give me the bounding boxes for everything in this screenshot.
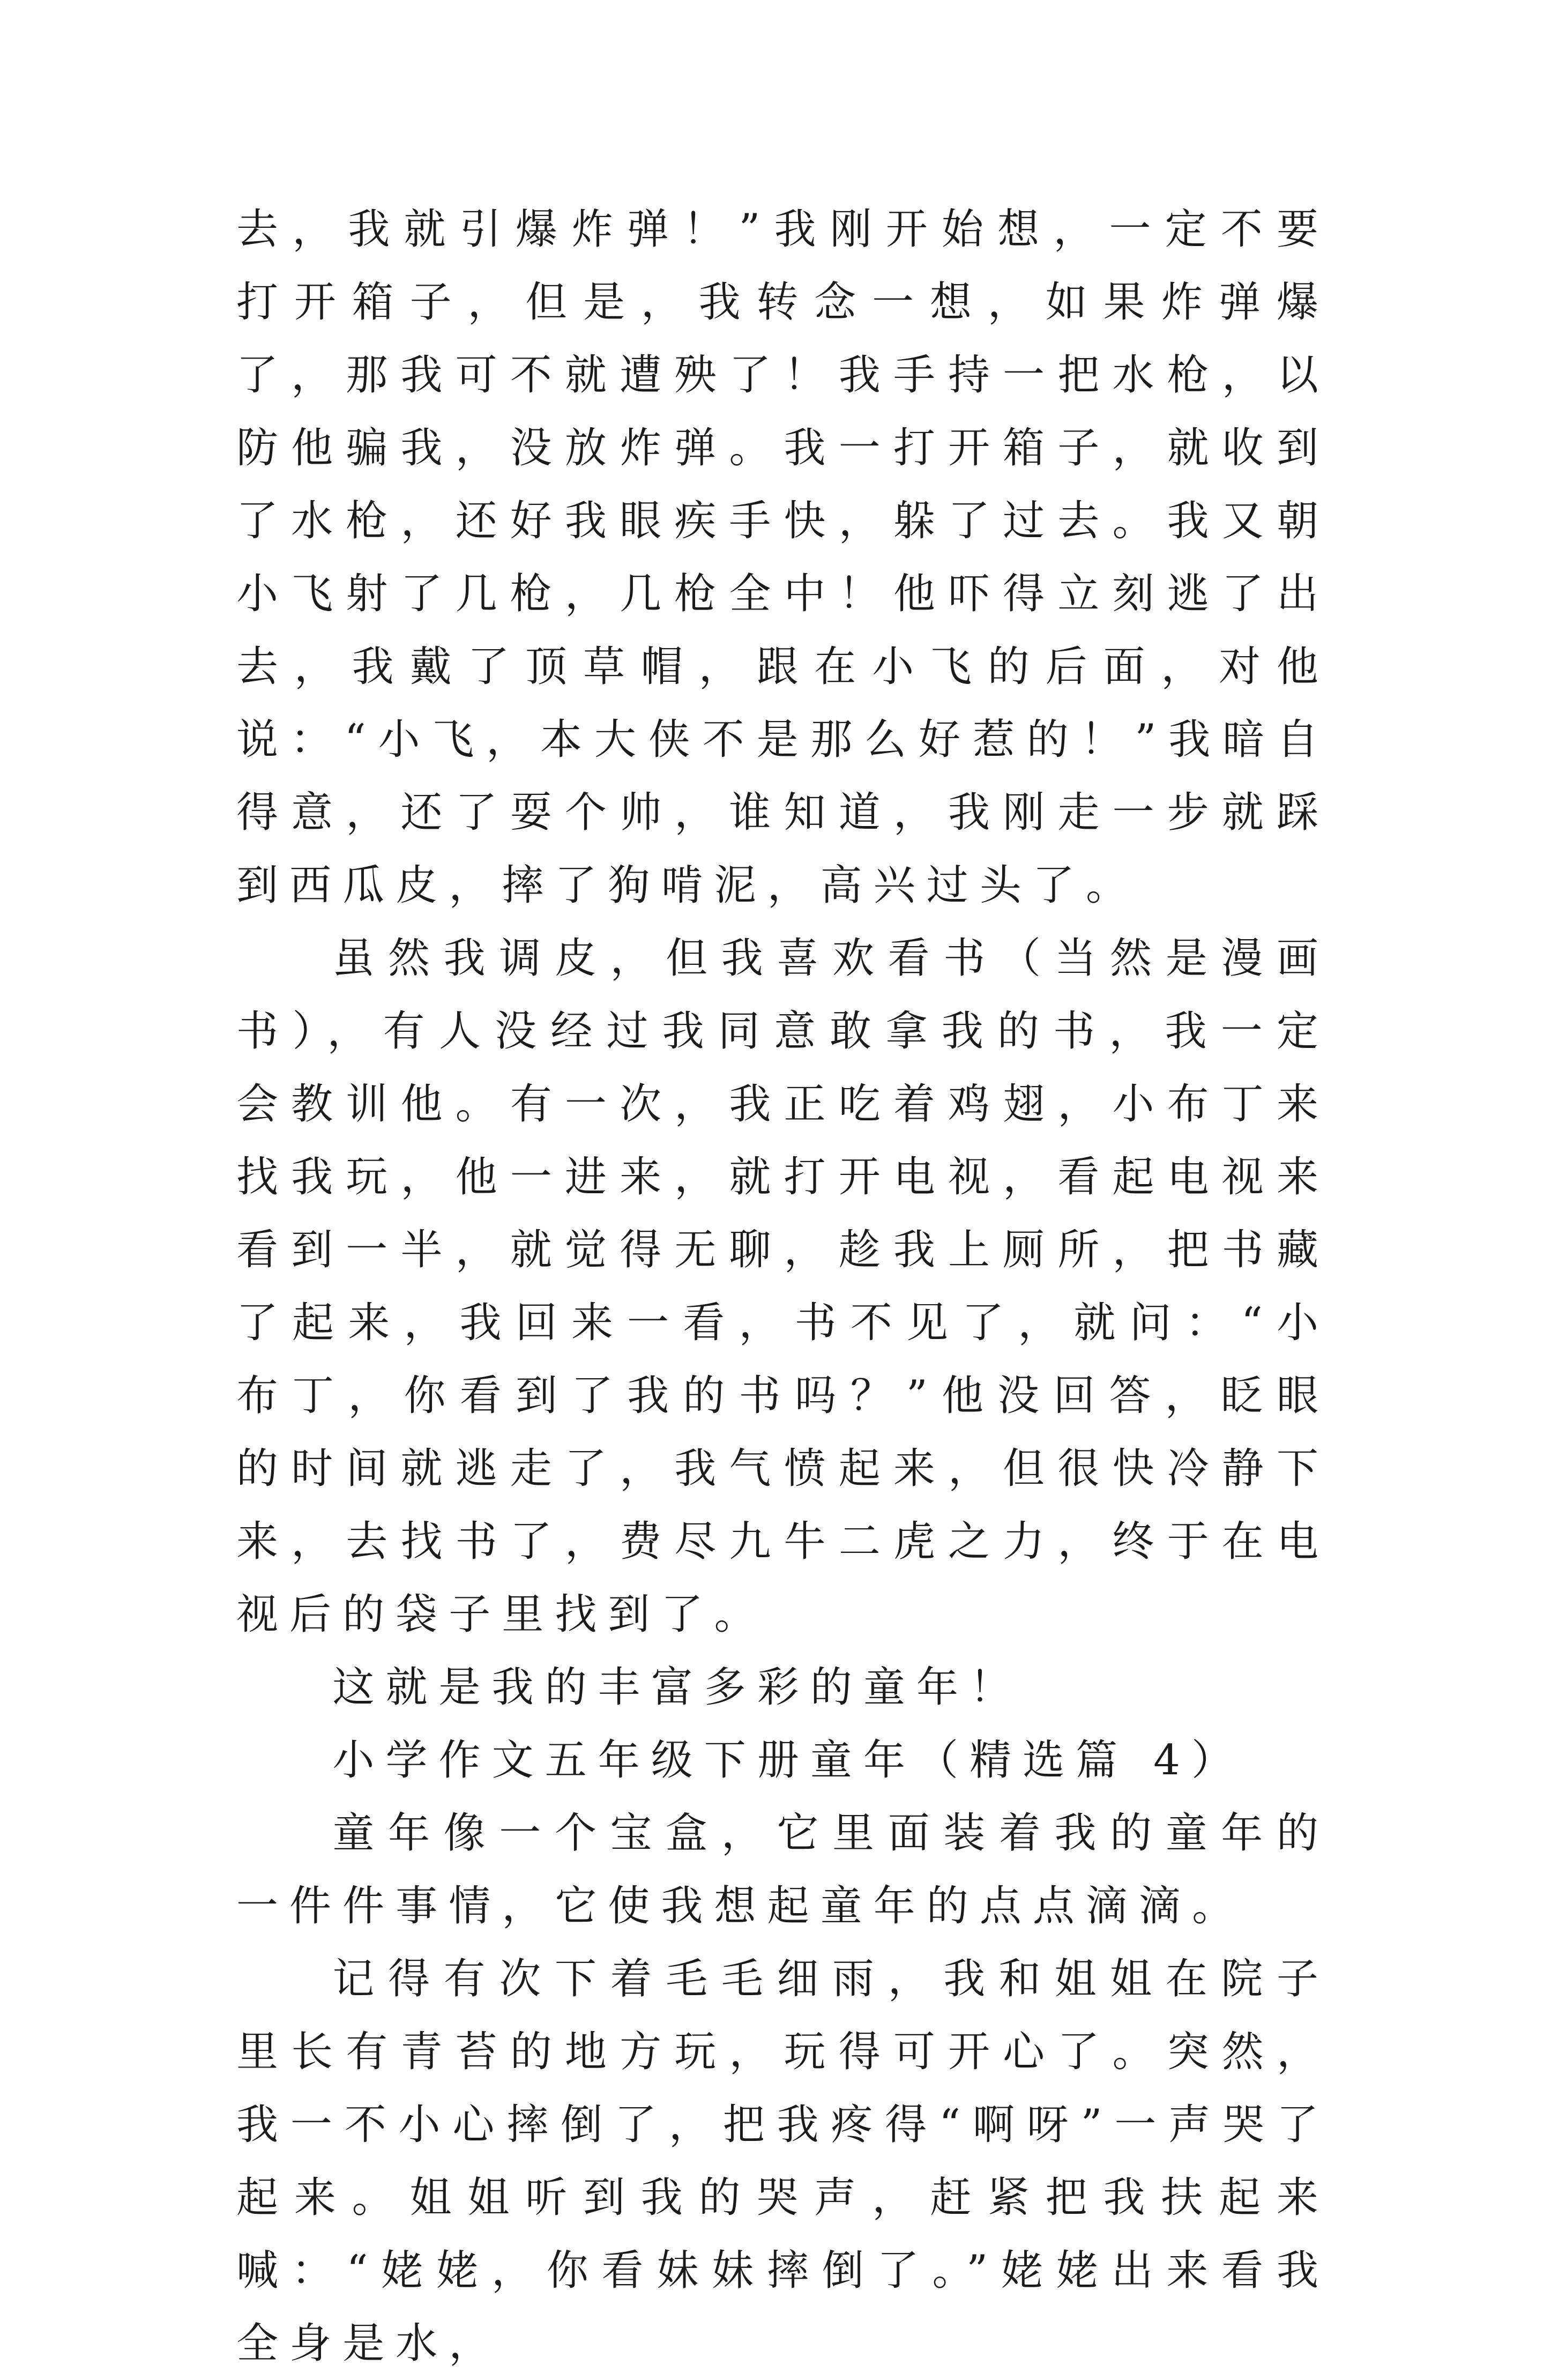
paragraph-reading-books: 虽然我调皮，但我喜欢看书（当然是漫画书），有人没经过我同意敢拿我的书，我一定会教训他。有一次，我正吃着鸡翅，小布丁来找我玩，他一进来，就打开电视，看起电视来看到一半，就觉得无聊，趁我上厕所，把书藏了起来，我回来一看，书不见了，就问：“小布丁，你看到了我的书吗？”他没回答，眨眼的时间就逃走了，我气愤起来，但很快冷静下来，去找书了，费尽九牛二虎之力，终于在电视后的袋子里找到了。 <box>236 934 1330 1639</box>
paragraph-treasure-box: 童年像一个宝盒，它里面装着我的童年的一件件事情，它使我想起童年的点点滴滴。 <box>236 1809 1330 1930</box>
document-body <box>236 193 1330 2380</box>
paragraph-conclusion: 这就是我的丰富多彩的童年！ <box>332 1663 1023 1712</box>
paragraph-rainy-day: 记得有次下着毛毛细雨，我和姐姐在院子里长有青苔的地方玩，玩得可开心了。突然，我一不小心摔倒了，把我疼得“啊呀”一声哭了起来。姐姐听到我的哭声，赶紧把我扶起来喊：“姥姥，你看妹妹摔倒了。”姥姥出来看我全身是水， <box>236 1955 1330 2368</box>
essay-heading: 小学作文五年级下册童年（精选篇 4） <box>332 1736 1244 1784</box>
paragraph-story-continuation: 去，我就引爆炸弹！”我刚开始想，一定不要打开箱子，但是，我转念一想，如果炸弹爆了，那我可不就遭殃了！我手持一把水枪，以防他骗我，没放炸弹。我一打开箱子，就收到了水枪，还好我眼疾手快，躲了过去。我又朝小飞射了几枪，几枪全中！他吓得立刻逃了出去，我戴了顶草帽，跟在小飞的后面，对他说：“小飞，本大侠不是那么好惹的！”我暗自得意，还了耍个帅，谁知道，我刚走一步就踩到西瓜皮，摔了狗啃泥，高兴过头了。 <box>236 205 1330 910</box>
